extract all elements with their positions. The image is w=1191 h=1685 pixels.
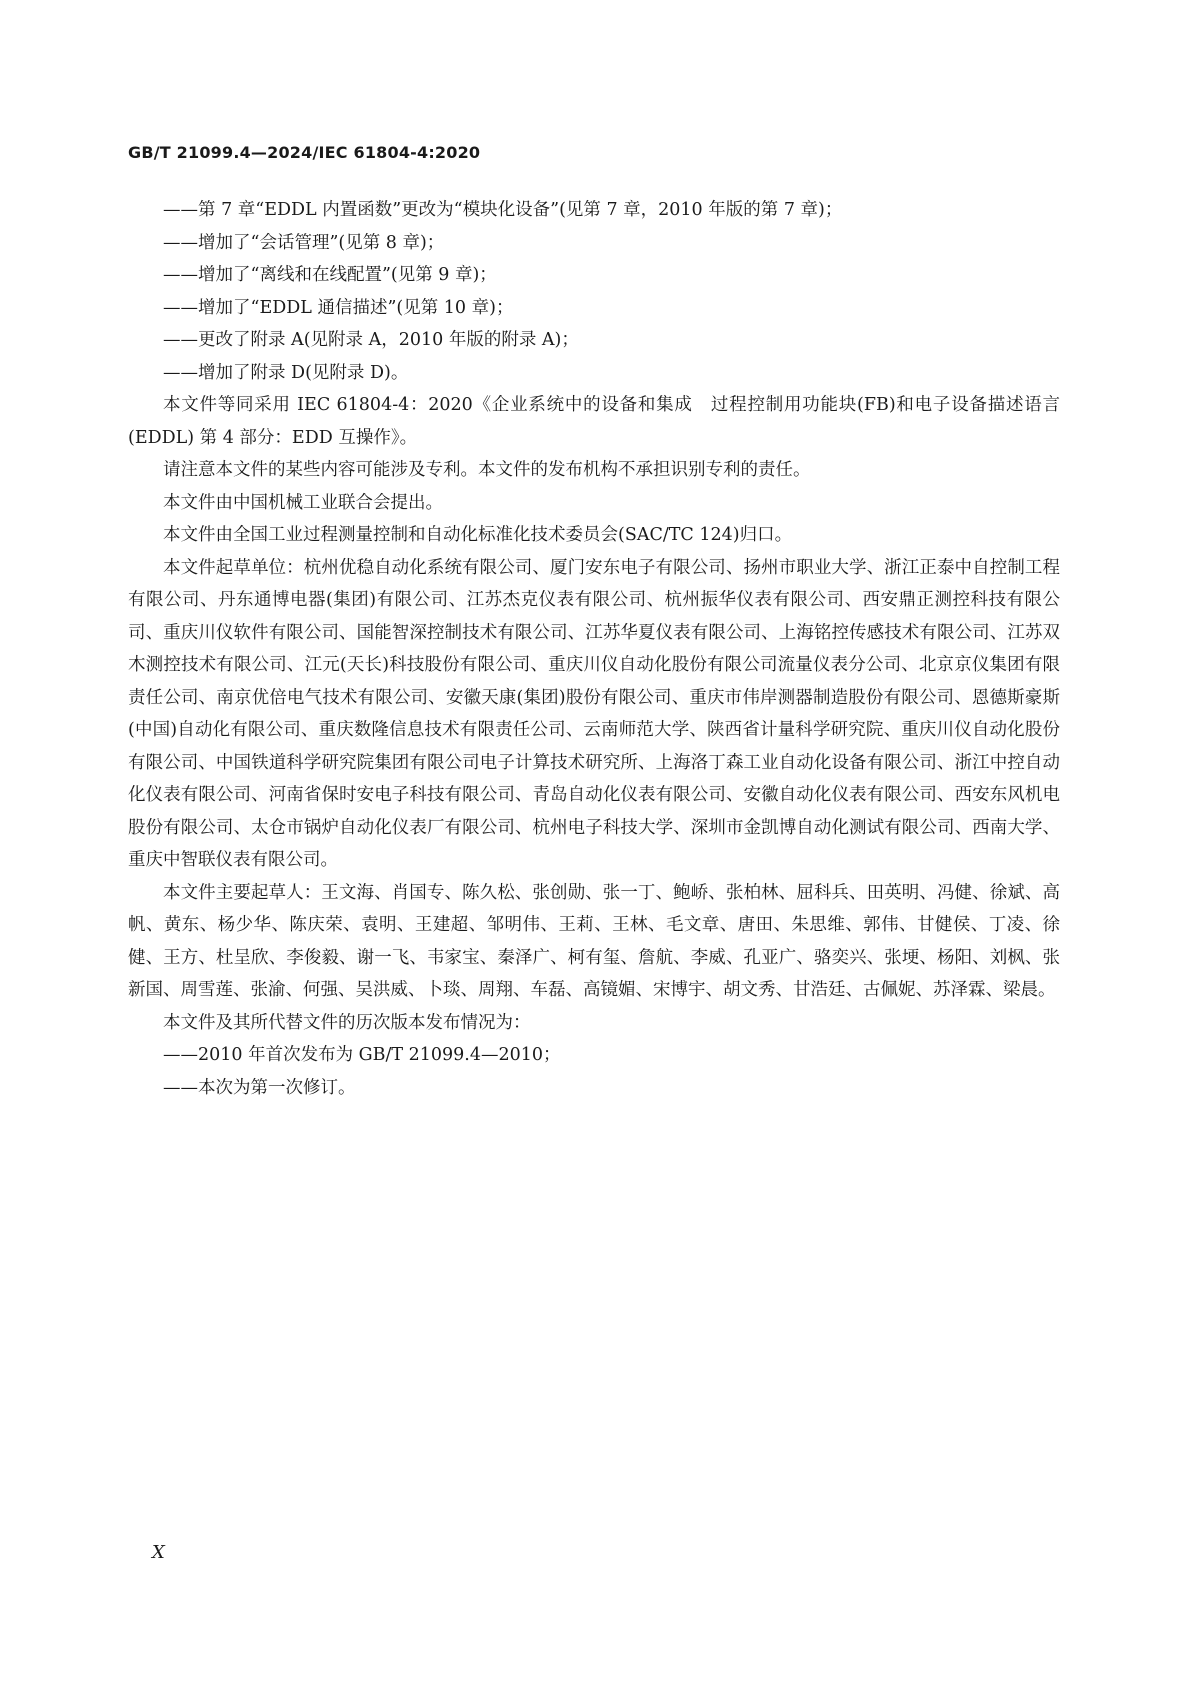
history-intro: 本文件及其所代替文件的历次版本发布情况为： [163, 1012, 531, 1033]
patent-notice: 请注意本文件的某些内容可能涉及专利。本文件的发布机构不承担识别专利的责任。 [163, 460, 811, 480]
history-item: ——2010 年首次发布为 GB/T 21099.4—2010； [163, 1045, 561, 1065]
change-item: ——增加了“离线和在线配置”(见第 9 章)； [163, 265, 497, 285]
standard-number-header: GB/T 21099.4—2024/IEC 61804-4:2020 [128, 143, 481, 162]
history-item: ——本次为第一次修订。 [163, 1077, 356, 1098]
change-item: ——更改了附录 A(见附录 A，2010 年版的附录 A)； [163, 330, 579, 350]
change-item: ——第 7 章“EDDL 内置函数”更改为“模块化设备”(见第 7 章，2010 年版的第 7 章)； [163, 200, 843, 220]
administered-by: 本文件由全国工业过程测量控制和自动化标准化技术委员会(SAC/TC 124)归口。 [163, 525, 793, 545]
adoption-statement: 本文件等同采用 IEC 61804-4：2020《企业系统中的设备和集成 过程控制用功能块(FB)和电子设备描述语言(EDDL) 第 4 部分：EDD 互操作》。 [128, 395, 1060, 448]
drafters: 本文件主要起草人：王文海、肖国专、陈久松、张创勋、张一丁、鲍峤、张柏林、屈科兵、田英明、冯健、徐斌、高帆、黄东、杨少华、陈庆荣、袁明、王建超、邹明伟、王莉、王林、毛文章、唐田、朱思维、郭伟、甘健侯、丁凌、徐健、王方、杜呈欣、李俊毅、谢一飞、韦家宝、秦泽广、柯有玺、詹航、李威、孔亚广、骆奕兴、张埂、杨阳、刘枫、张新国、周雪莲、张渝、何强、吴洪威、卜琰、周翔、车磊、高镜媚、宋博宇、胡文秀、甘浩廷、古佩妮、苏泽霖、梁晨。 [128, 882, 1060, 1000]
drafting-units: 本文件起草单位：杭州优稳自动化系统有限公司、厦门安东电子有限公司、扬州市职业大学、浙江正泰中自控制工程有限公司、丹东通博电器(集团)有限公司、江苏杰克仪表有限公司、杭州振华仪表有限公司、西安鼎正测控科技有限公司、重庆川仪软件有限公司、国能智深控制技术有限公司、江苏华夏仪表有限公司、上海铭控传感技术有限公司、江苏双木测控技术有限公司、江元(天长)科技股份有限公司、重庆川仪自动化股份有限公司流量仪表分公司、北京京仪集团有限责任公司、南京优倍电气技术有限公司、安徽天康(集团)股份有限公司、重庆市伟岸测器制造股份有限公司、恩德斯豪斯(中国)自动化有限公司、重庆数隆信息技术有限责任公司、云南师范大学、陕西省计量科学研究院、重庆川仪自动化股份有限公司、中国铁道科学研究院集团有限公司电子计算技术研究所、上海洛丁森工业自动化设备有限公司、浙江中控自动化仪表有限公司、河南省保时安电子科技有限公司、青岛自动化仪表有限公司、安徽自动化仪表有限公司、西安东风机电股份有限公司、太仓市锅炉自动化仪表厂有限公司、杭州电子科技大学、深圳市金凯博自动化测试有限公司、西南大学、重庆中智联仪表有限公司。 [128, 557, 1060, 870]
foreword-body [128, 194, 1060, 1104]
change-item: ——增加了“会话管理”(见第 8 章)； [163, 232, 445, 253]
change-item: ——增加了附录 D(见附录 D)。 [163, 362, 409, 383]
page-number: X [152, 1542, 165, 1563]
proposed-by: 本文件由中国机械工业联合会提出。 [163, 492, 443, 513]
change-item: ——增加了“EDDL 通信描述”(见第 10 章)； [163, 297, 514, 318]
